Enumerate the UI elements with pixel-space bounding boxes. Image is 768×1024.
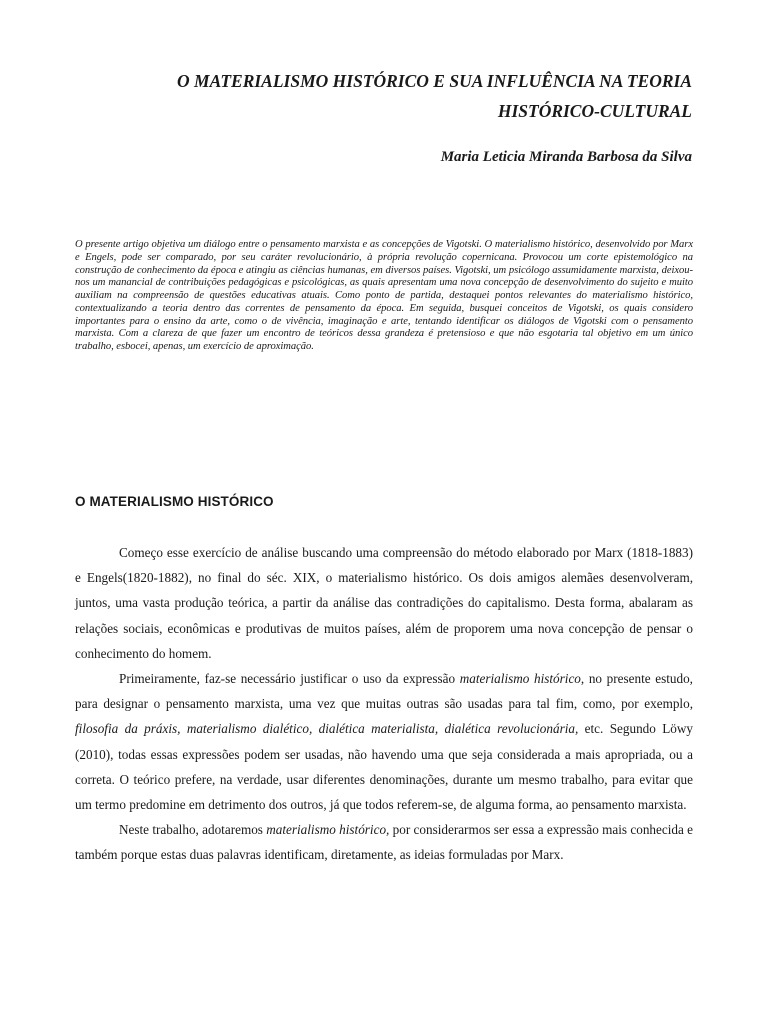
paragraph-3-emphasis: materialismo histórico, — [266, 822, 390, 838]
document-title — [60, 66, 692, 126]
paragraph-2-emphasis-b: filosofia da práxis, materialismo dialético, dialética materialista, dialética revolucionária, — [75, 721, 579, 737]
title-line-1: O MATERIALISMO HISTÓRICO E SUA INFLUÊNCIA NA TEORIA — [177, 71, 692, 91]
paragraph-2-text-c: etc. Segundo Löwy (2010), todas essas expressões podem ser usadas, não havendo uma que seja considerada a mais apropriada, ou a correta. O teórico prefere, na verdade, usar diferentes denominações, durante um mesmo trabalho, para evitar que um termo predomine em detrimento dos outros, já que todos referem-se, de alguma forma, ao pensamento marxista. — [75, 721, 693, 813]
paragraph-3-text-a: Neste trabalho, adotaremos — [119, 822, 267, 838]
paragraph-2 — [75, 666, 693, 817]
paragraph-3 — [75, 817, 693, 867]
paragraph-2-text-a: Primeiramente, faz-se necessário justificar o uso da expressão — [119, 671, 460, 687]
paragraph-2-text-b: , no presente estudo, para designar o pensamento marxista, uma vez que muitas outras são usadas para tal fim, como, por exemplo, — [75, 671, 693, 712]
title-line-2: HISTÓRICO-CULTURAL — [497, 101, 692, 121]
body-text — [75, 540, 693, 868]
paragraph-1: Começo esse exercício de análise buscando uma compreensão do método elaborado por Marx (1818-1883) e Engels(1820-1882), no final do séc. XIX, o materialismo histórico. Os dois amigos alemães desenvolveram, juntos, uma vasta produção teórica, a partir da análise das contradições do capitalismo. Desta forma, abalaram as relações sociais, econômicas e produtivas de muitos países, além de proporem uma nova concepção de pensar o conhecimento do homem. — [75, 545, 693, 661]
abstract: O presente artigo objetiva um diálogo entre o pensamento marxista e as concepções de Vigotski. O materialismo histórico, desenvolvido por Marx e Engels, pode ser comparado, por seu caráter revolucionário, à própria revolução copernicana. Provocou um corte epistemológico na construção de conhecimento da época e atingiu as ciências humanas, em diversos países. Vigotski, um psicólogo assumidamente marxista, deixou-nos um manancial de contribuições pedagógicas e psicológicas, as quais apresentam uma nova concepção de desenvolvimento do sujeito e muito auxiliam na compreensão de questões educativas atuais. Como ponto de partida, destaquei pontos relevantes do materialismo histórico, contextualizando a teoria dentro das correntes de pensamento da época. Em seguida, busquei conceitos de Vigotski, os quais considero importantes para o ensino da arte, como o de vivência, imaginação e arte, tentando identificar os diálogos de Vigotski com o pensamento marxista. Com a clareza de que fazer um encontro de teóricos dessa grandeza é pretensioso e que não esgotaria tal objetivo em um único trabalho, esbocei, apenas, um exercício de aproximação. — [75, 239, 693, 352]
section-heading: O MATERIALISMO HISTÓRICO — [75, 494, 274, 509]
paragraph-2-emphasis-a: materialismo histórico — [459, 671, 581, 687]
paragraph-3-text-b: por considerarmos ser essa a expressão mais conhecida e também porque estas duas palavras identificam, diretamente, as ideias formuladas por Marx. — [75, 822, 693, 863]
author-name: Maria Leticia Miranda Barbosa da Silva — [440, 149, 692, 165]
